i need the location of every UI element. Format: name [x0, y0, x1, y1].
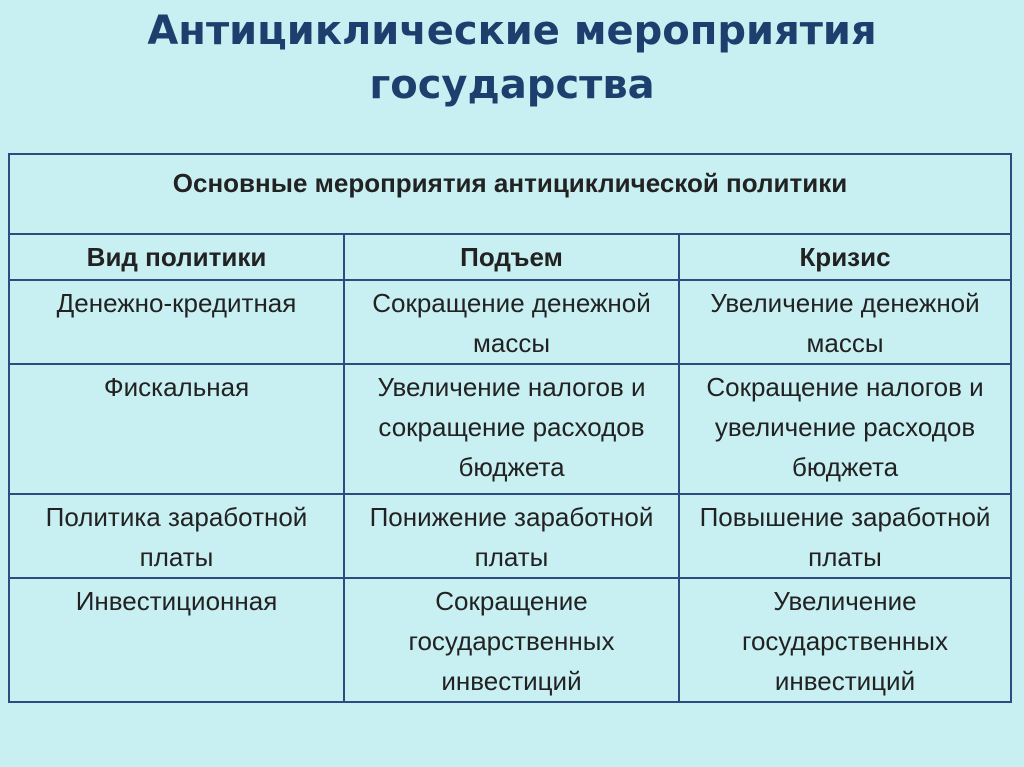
cell-crisis: Сокращение налогов и увеличение расходов бюджета [679, 364, 1011, 494]
cell-policy-type: Инвестиционная [9, 578, 344, 702]
table-caption: Основные мероприятия антициклической политики [9, 154, 1011, 234]
table-row-monetary [9, 280, 1011, 364]
header-upswing: Подъем [344, 234, 679, 280]
cell-policy-type: Политика заработной платы [9, 494, 344, 578]
slide-title-line-1: Антициклические мероприятия [147, 8, 877, 54]
cell-upswing: Сокращение государственных инвестиций [344, 578, 679, 702]
cell-policy-type: Денежно-кредитная [9, 280, 344, 364]
header-policy-type: Вид политики [9, 234, 344, 280]
cell-crisis: Увеличение государственных инвестиций [679, 578, 1011, 702]
cell-upswing: Увеличение налогов и сокращение расходов бюджета [344, 364, 679, 494]
cell-policy-type: Фискальная [9, 364, 344, 494]
table-row-investment [9, 578, 1011, 702]
table-row-fiscal [9, 364, 1011, 494]
cell-upswing: Понижение заработной платы [344, 494, 679, 578]
slide-title-line-2: государства [369, 62, 655, 108]
header-crisis: Кризис [679, 234, 1011, 280]
slide-title [0, 4, 1024, 112]
cell-upswing: Сокращение денежной массы [344, 280, 679, 364]
cell-crisis: Увеличение денежной массы [679, 280, 1011, 364]
cell-crisis: Повышение заработной платы [679, 494, 1011, 578]
table-row-wage [9, 494, 1011, 578]
anticyclical-measures-table [8, 153, 1012, 703]
